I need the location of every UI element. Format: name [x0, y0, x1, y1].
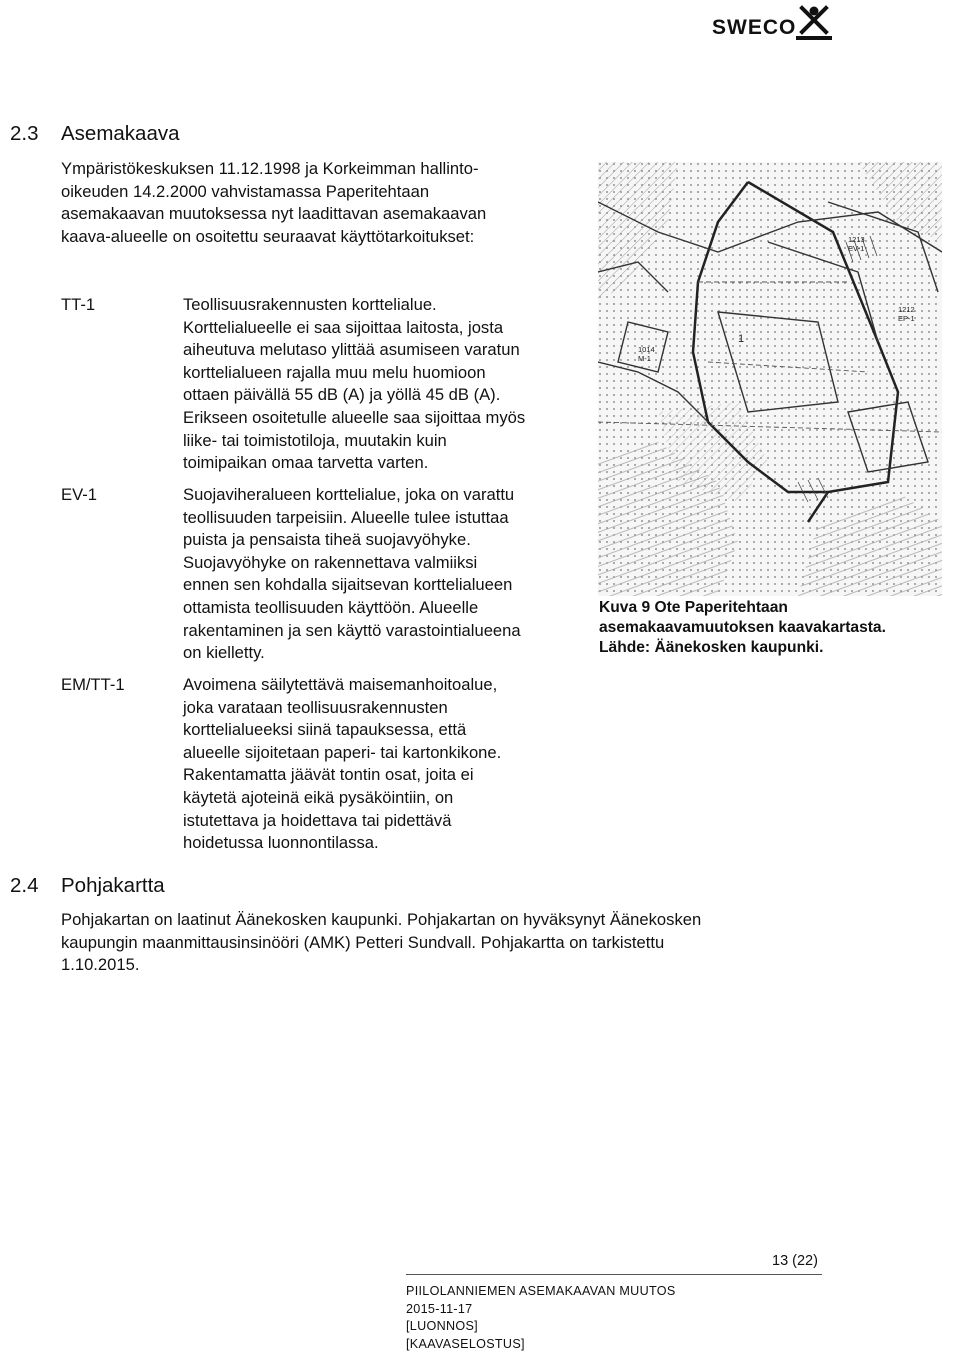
- paragraph-line: 1.10.2015.: [61, 955, 140, 975]
- zone-line: teollisuuden tarpeisiin. Alueelle tulee istuttaa: [183, 507, 509, 527]
- footer-block: [406, 1283, 676, 1353]
- zone-line: ottamista teollisuuden käyttöön. Alueelle: [183, 597, 479, 617]
- intro-line: asemakaavan muutoksessa nyt laadittavan asemakaavan: [61, 204, 487, 224]
- zone-line: Rakentamatta jäävät tontin osat, joita ei: [183, 765, 474, 785]
- paragraph-line: Pohjakartan on laatinut Äänekosken kaupunki. Pohjakartan on hyväksynyt Äänekosken: [61, 910, 702, 929]
- caption-line: asemakaavamuutoksen kaavakartasta.: [599, 619, 886, 636]
- zone-line: liike- tai toimistotiloja, muutakin kuin: [183, 430, 447, 450]
- zone-code-emtt1: EM/TT-1: [61, 675, 125, 694]
- map-label: M-1: [638, 354, 651, 363]
- sweco-figure-icon: [796, 2, 832, 42]
- caption-line: Lähde: Äänekosken kaupunki.: [599, 639, 824, 656]
- zone-line: Suojaviheralueen korttelialue, joka on varattu: [183, 485, 515, 504]
- zone-line: hoidetussa luonnontilassa.: [183, 833, 379, 853]
- figure-caption: [599, 598, 944, 658]
- zone-line: Teollisuusrakennusten korttelialue.: [183, 295, 437, 314]
- zone-code-ev1: EV-1: [61, 485, 97, 504]
- intro-line: Ympäristökeskuksen 11.12.1998 ja Korkeimman hallinto-: [61, 159, 479, 178]
- paragraph-line: kaupungin maanmittausinsinööri (AMK) Petteri Sundvall. Pohjakartta on tarkistettu: [61, 932, 665, 952]
- footer-status: [LUONNOS]: [406, 1319, 478, 1334]
- footer-divider: [406, 1274, 822, 1275]
- zone-description-emtt1: [183, 674, 593, 855]
- map-label: 1213: [848, 235, 865, 244]
- section-2-4-heading: [10, 874, 165, 898]
- zone-line: Avoimena säilytettävä maisemanhoitoalue,: [183, 675, 498, 694]
- section-title: Asemakaava: [61, 122, 180, 145]
- zone-line: korttelialueen rajalla muu melu huomioon: [183, 362, 486, 382]
- zone-line: on kielletty.: [183, 643, 265, 663]
- zoning-map-excerpt: [598, 162, 942, 596]
- zone-line: ottaen päivällä 55 dB (A) ja yöllä 45 dB (A).: [183, 385, 501, 405]
- section-number: 2.3: [10, 122, 39, 145]
- intro-line: kaava-alueelle on osoitettu seuraavat käyttötarkoitukset:: [61, 226, 475, 246]
- zone-description-tt1: [183, 294, 593, 475]
- zone-line: korttelialueeksi siinä tapauksessa, että: [183, 720, 467, 740]
- zone-line: Erikseen osoitetulle alueelle saa sijoittaa myös: [183, 407, 526, 427]
- footer-date: 2015-11-17: [406, 1301, 473, 1316]
- section-2-3-heading: [10, 122, 180, 146]
- zone-line: Suojavyöhyke on rakennettava valmiiksi: [183, 552, 478, 572]
- intro-paragraph: [61, 158, 591, 248]
- footer-document-title: PIILOLANNIEMEN ASEMAKAAVAN MUUTOS: [406, 1284, 676, 1298]
- intro-line: oikeuden 14.2.2000 vahvistamassa Paperitehtaan: [61, 181, 430, 201]
- zone-line: käytetä ajoteinä eikä pysäköintiin, on: [183, 787, 454, 807]
- zone-line: ennen sen kohdalla sijaitsevan korttelialueen: [183, 575, 513, 595]
- zone-line: puista ja pensaista tiheä suojavyöhyke.: [183, 530, 471, 550]
- logo-text: SWECO: [712, 16, 797, 39]
- zone-line: rakentaminen ja sen käyttö varastointialueena: [183, 620, 521, 640]
- zone-line: aiheutuva melutaso ylittää asumiseen varatun: [183, 340, 520, 360]
- zone-description-ev1: [183, 484, 593, 665]
- map-label: 1014: [638, 345, 655, 354]
- section-title: Pohjakartta: [61, 874, 165, 897]
- map-label: EV-1: [848, 244, 865, 253]
- zone-line: toimipaikan omaa tarvetta varten.: [183, 453, 429, 473]
- section-number: 2.4: [10, 874, 39, 897]
- map-label: EP-1: [898, 314, 915, 323]
- section-2-4-paragraph: [61, 909, 921, 977]
- zoning-map-image: [598, 162, 942, 596]
- zone-line: Korttelialueelle ei saa sijoittaa laitosta, josta: [183, 317, 504, 337]
- footer-document-type: [KAAVASELOSTUS]: [406, 1336, 525, 1351]
- zone-code-tt1: TT-1: [61, 295, 96, 314]
- zone-line: alueelle sijoitetaan paperi- tai kartonkikone.: [183, 742, 502, 762]
- caption-line: Kuva 9 Ote Paperitehtaan: [599, 599, 788, 616]
- zone-line: istutettava ja hoidettava tai pidettävä: [183, 810, 452, 830]
- page-number: 13 (22): [772, 1253, 818, 1269]
- map-label: 1212: [898, 305, 915, 314]
- zone-line: joka varataan teollisuusrakennusten: [183, 697, 448, 717]
- map-label: 1: [738, 333, 745, 345]
